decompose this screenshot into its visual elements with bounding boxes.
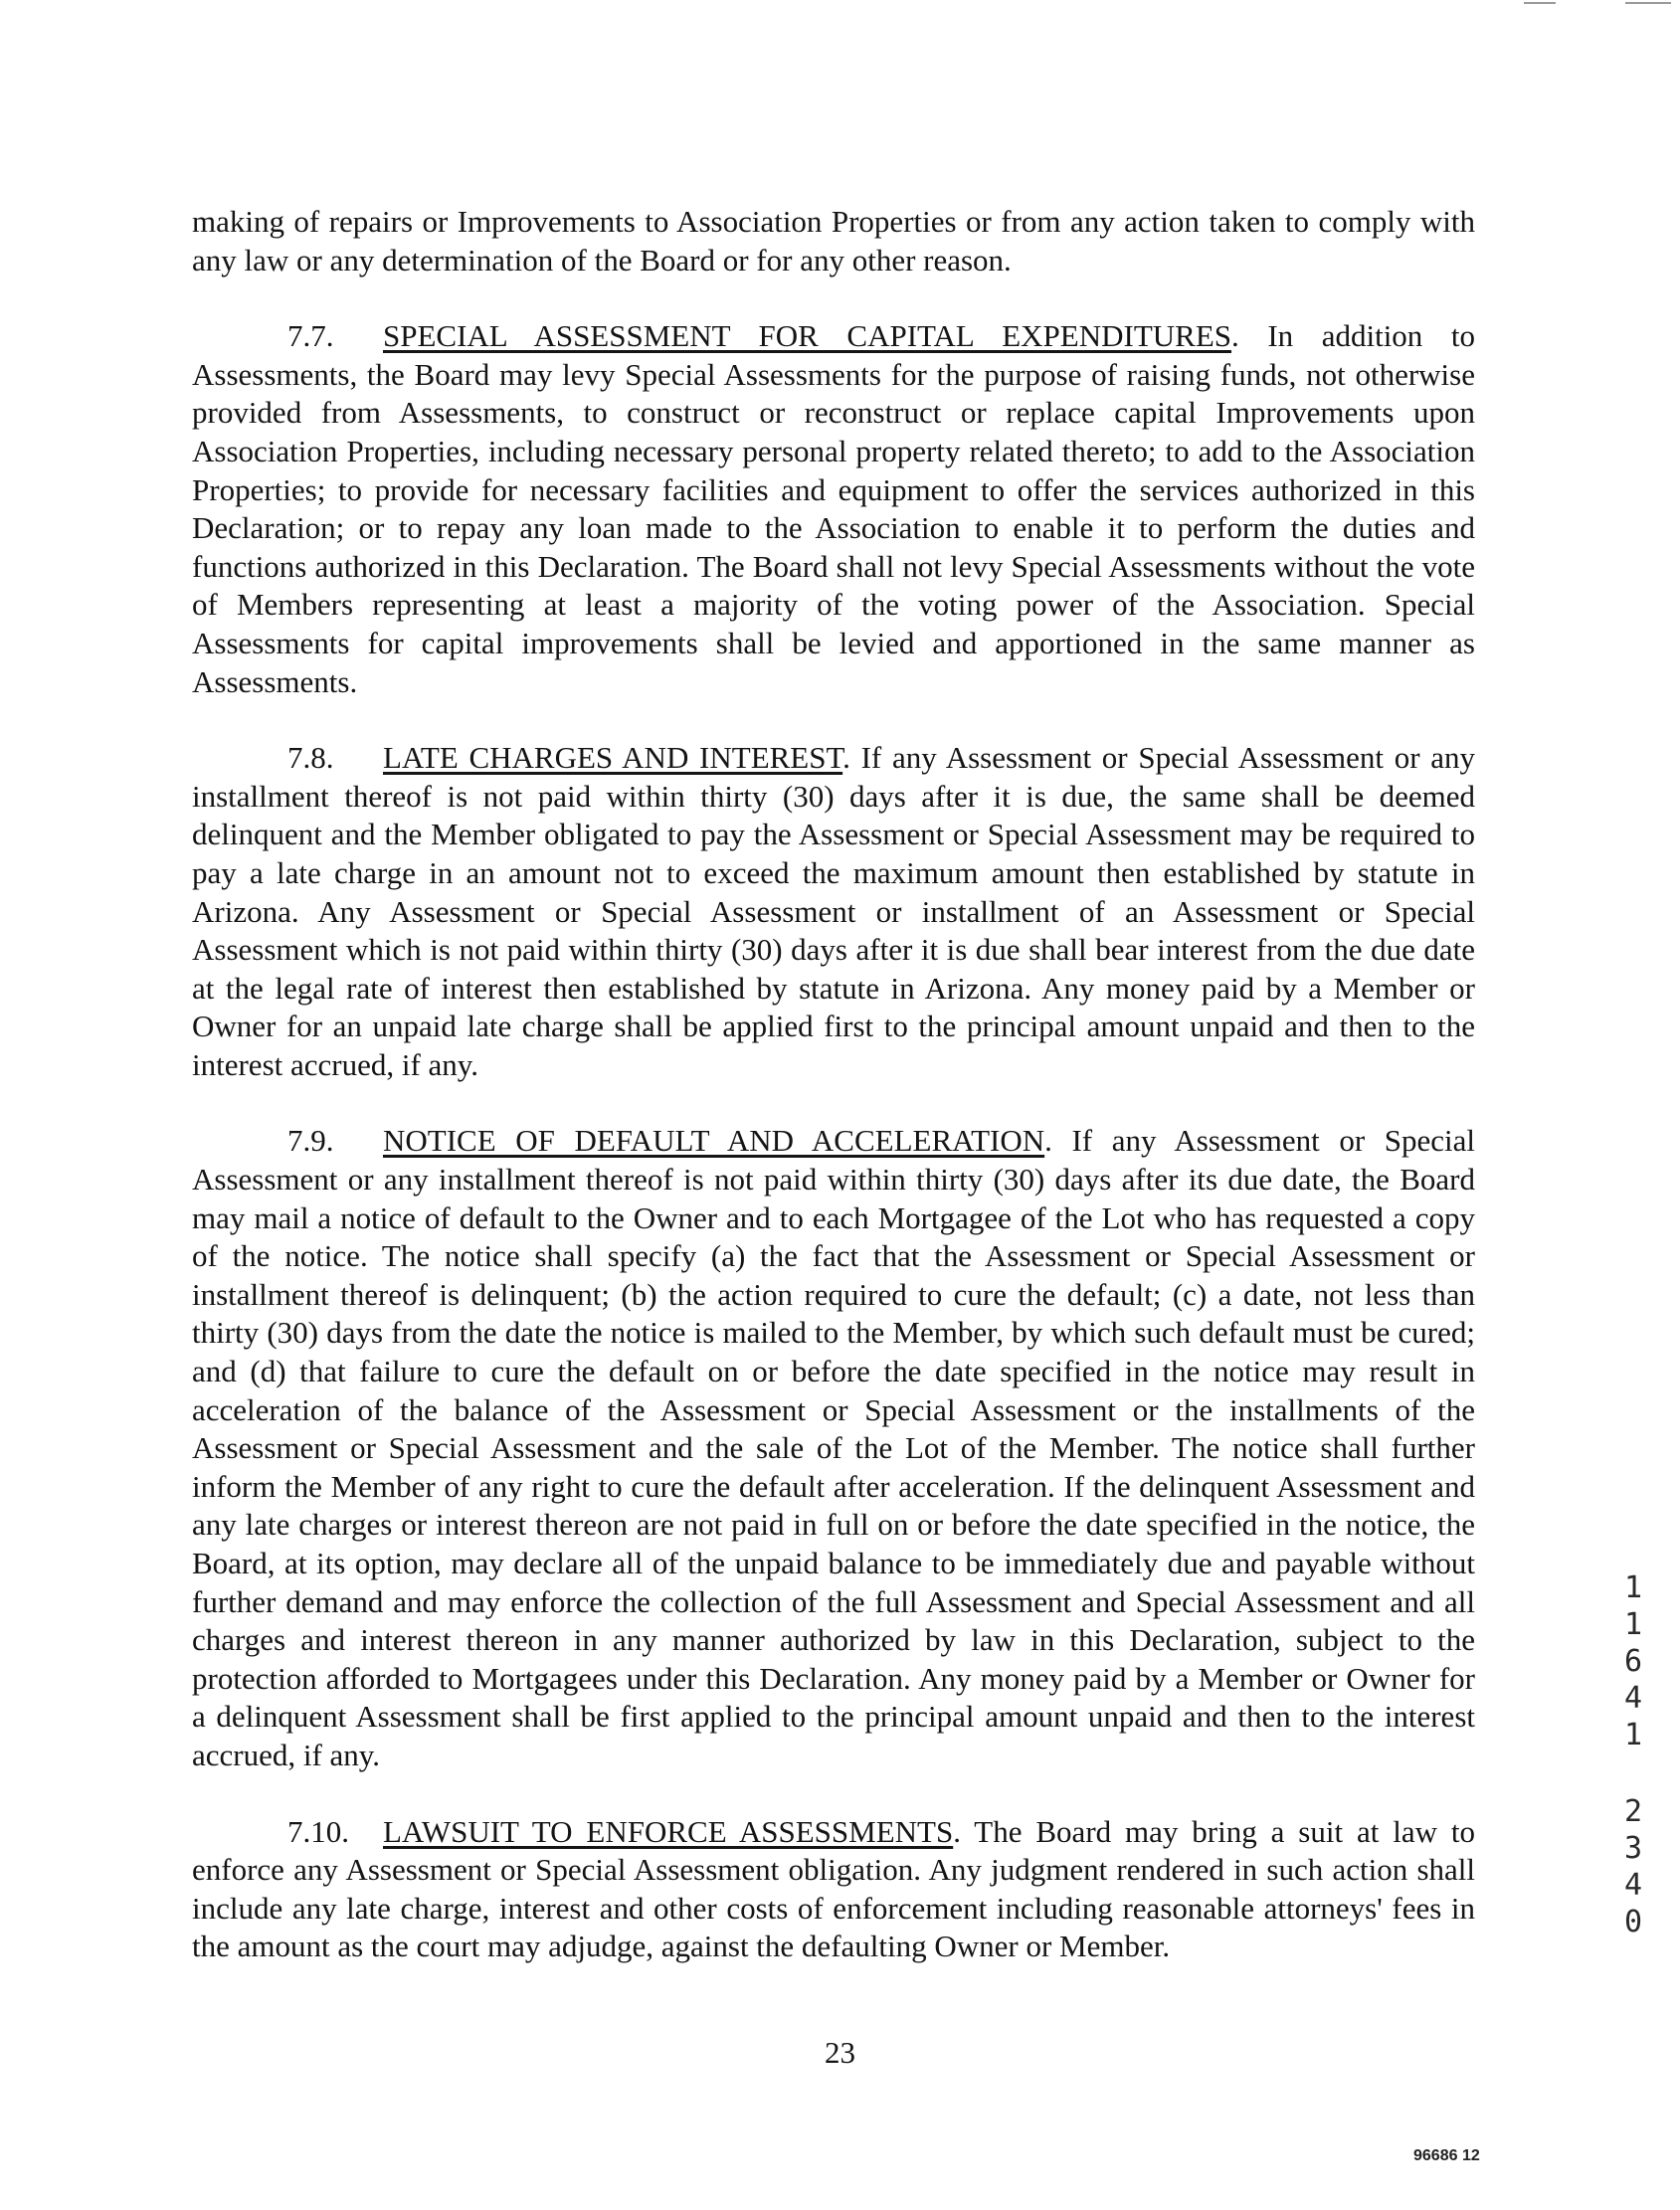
section-body: . If any Assessment or Special Assessment or any installment thereof is not paid within thirty (30) days after it is due, the same shall be deemed delinquent and the Member obligated to pay the Assessment or Special Assessment may be required to pay a late charge in an amount not to exceed the maximum amount then established by statute in Arizona. Any Assessment or Special Assessment or installment of an Assessment or Special Assessment which is not paid within thirty (30) days after it is due shall bear interest from the due date at the legal rate of interest then established by statute in Arizona. Any money paid by a Member or Owner for an unpaid late charge shall be applied first to the principal amount unpaid and then to the interest accrued, if any. bbox=[192, 740, 1475, 1082]
section-body: . If any Assessment or Special Assessment or any installment thereof is not paid within thirty (30) days after its due date, the Board may mail a notice of default to the Owner and to each Mortgagee of the Lot who has requested a copy of the notice. The notice shall specify (a) the fact that the Assessment or Special Assessment or installment thereof is delinquent; (b) the action required to cure the default; (c) a date, not less than thirty (30) days from the date the notice is mailed to the Member, by which such default must be cured; and (d) that failure to cure the default on or before the date specified in the notice may result in acceleration of the balance of the Assessment or Special Assessment or the installments of the Assessment or Special Assessment and the sale of the Lot of the Member. The notice shall further inform the Member of any right to cure the default after acceleration. If the delinquent Assessment and any late charges or interest thereon are not paid in full on or before the date specified in the notice, the Board, at its option, may declare all of the unpaid balance to be immediately due and payable without further demand and may enforce the collection of the full Assessment and Special Assessment and all charges and interest thereon in any manner authorized by law in this Declaration, subject to the protection afforded to Mortgagees under this Declaration. Any money paid by a Member or Owner for a delinquent Assessment shall be first applied to the principal amount unpaid and then to the interest accrued, if any. bbox=[192, 1123, 1476, 1772]
recording-digit: 1 bbox=[1623, 1570, 1643, 1605]
section-number: 7.7. bbox=[287, 318, 334, 354]
recording-digit: 0 bbox=[1623, 1905, 1643, 1939]
section-7-9 bbox=[192, 1122, 1475, 1774]
section-heading: LAWSUIT TO ENFORCE ASSESSMENTS bbox=[383, 1813, 954, 1849]
section-7-8 bbox=[192, 739, 1475, 1084]
section-number: 7.9. bbox=[287, 1123, 334, 1159]
section-body: . In addition to Assessments, the Board may levy Special Assessments for the purpose of raising funds, not otherwise provided from Assessments, to construct or reconstruct or replace capital Improvements upon Association Properties, including necessary personal property related thereto; to add to the Association Properties; to provide for necessary facilities and equipment to offer the services authorized in this Declaration; or to repay any loan made to the Association to enable it to perform the duties and functions authorized in this Declaration. The Board shall not levy Special Assessments without the vote of Members representing at least a majority of the voting power of the Association. Special Assessments for capital improvements shall be levied and apportioned in the same manner as Assessments. bbox=[192, 318, 1475, 699]
recording-digit: 2 bbox=[1623, 1794, 1643, 1829]
recording-stamp-number bbox=[1619, 1569, 1647, 1940]
recording-digit: 1 bbox=[1623, 1607, 1643, 1642]
section-7-7 bbox=[192, 317, 1475, 701]
scan-artifact bbox=[1625, 2, 1671, 4]
recording-gap bbox=[1619, 1753, 1647, 1793]
section-number: 7.10. bbox=[287, 1813, 349, 1849]
opening-paragraph: making of repairs or Improvements to Association Properties or from any action taken to comply with any law or any determination of the Board or for any other reason. bbox=[192, 204, 1475, 277]
document-code: 96686 12 bbox=[1413, 2147, 1480, 2164]
recording-digit: 4 bbox=[1623, 1681, 1643, 1716]
scan-artifact bbox=[1524, 2, 1556, 4]
section-number: 7.8. bbox=[287, 740, 334, 776]
recording-digit: 3 bbox=[1623, 1831, 1643, 1866]
section-heading: SPECIAL ASSESSMENT FOR CAPITAL EXPENDITURES bbox=[383, 318, 1232, 354]
section-body: . The Board may bring a suit at law to enforce any Assessment or Special Assessment obligation. Any judgment rendered in such action shall include any late charge, interest and other costs of enforcement including reasonable attorneys' fees in the amount as the court may adjudge, against the defaulting Owner or Member. bbox=[192, 1813, 1475, 1964]
recording-digit: 4 bbox=[1623, 1868, 1643, 1903]
section-heading: NOTICE OF DEFAULT AND ACCELERATION bbox=[383, 1123, 1045, 1159]
page-number: 23 bbox=[825, 2035, 855, 2070]
section-heading: LATE CHARGES AND INTEREST bbox=[383, 740, 843, 776]
recording-digit: 1 bbox=[1623, 1718, 1643, 1752]
section-7-10 bbox=[192, 1813, 1475, 1966]
recording-digit: 6 bbox=[1623, 1644, 1643, 1679]
document-body bbox=[192, 203, 1475, 1966]
